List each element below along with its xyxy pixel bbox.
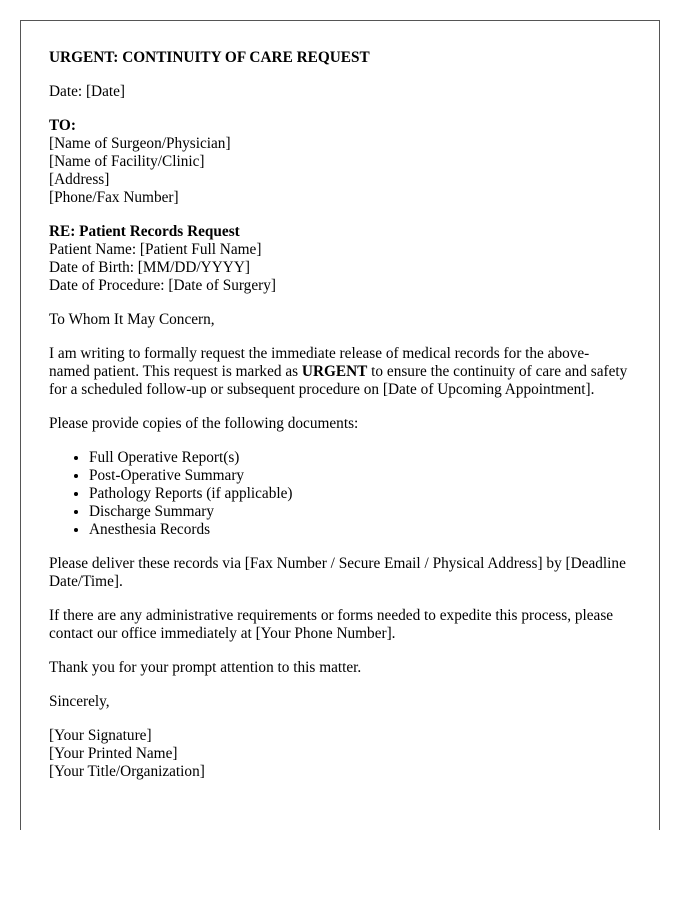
request-text-end: to ensure the continuity of care and safety for a scheduled follow-up or subsequent procedure on [Date of Upcoming Appointment].	[49, 363, 628, 398]
signature-line: [Your Signature]	[49, 727, 152, 744]
to-heading: TO:	[49, 117, 76, 134]
request-text-start: I am writing to formally request the immediate release of medical records for the above-named patient. This request is marked as	[49, 345, 590, 380]
letter-content	[49, 49, 629, 781]
reference-block	[49, 223, 629, 295]
closing-line: Sincerely,	[49, 693, 110, 710]
list-item: • Anesthesia Records	[89, 521, 629, 539]
recipient-name: [Name of Surgeon/Physician]	[49, 135, 231, 152]
recipient-facility: [Name of Facility/Clinic]	[49, 153, 205, 170]
thanks-line: Thank you for your prompt attention to this matter.	[49, 659, 362, 676]
urgent-emphasis: URGENT	[301, 363, 368, 380]
documents-intro: Please provide copies of the following documents:	[49, 415, 359, 432]
signature-block	[49, 727, 629, 781]
date-of-birth-line: Date of Birth: [MM/DD/YYYY]	[49, 259, 250, 276]
documents-list	[49, 449, 629, 539]
title-organization-line: [Your Title/Organization]	[49, 763, 205, 780]
list-item: • Pathology Reports (if applicable)	[89, 485, 629, 503]
admin-paragraph: If there are any administrative requirements or forms needed to expedite this process, please contact our office immediately at [Your Phone Number].	[49, 607, 614, 642]
request-paragraph	[49, 345, 629, 399]
list-item: • Discharge Summary	[89, 503, 629, 521]
recipient-block	[49, 117, 629, 207]
date-line: Date: [Date]	[49, 83, 126, 100]
printed-name-line: [Your Printed Name]	[49, 745, 178, 762]
salutation: To Whom It May Concern,	[49, 311, 215, 328]
list-item: • Post-Operative Summary	[89, 467, 629, 485]
delivery-paragraph: Please deliver these records via [Fax Number / Secure Email / Physical Address] by [Deadline Date/Time].	[49, 555, 626, 590]
letter-title: URGENT: CONTINUITY OF CARE REQUEST	[49, 49, 370, 66]
recipient-phone-fax: [Phone/Fax Number]	[49, 189, 179, 206]
date-of-procedure-line: Date of Procedure: [Date of Surgery]	[49, 277, 276, 294]
re-heading: RE: Patient Records Request	[49, 223, 240, 240]
recipient-address: [Address]	[49, 171, 110, 188]
letter-page	[20, 20, 660, 830]
list-item: • Full Operative Report(s)	[89, 449, 629, 467]
patient-name-line: Patient Name: [Patient Full Name]	[49, 241, 262, 258]
